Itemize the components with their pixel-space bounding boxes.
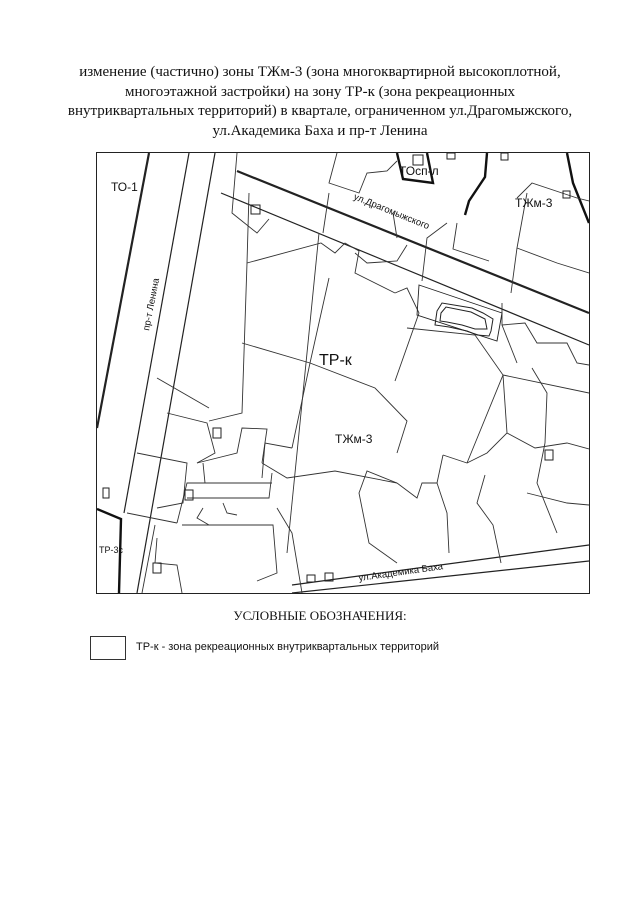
zone-label-to1: ТО-1: [111, 180, 138, 194]
zone-label-tzhm3-top: ТЖм-3: [515, 196, 553, 210]
map-canvas: [97, 153, 589, 593]
street-label-lenina: пр-т Ленина: [141, 277, 163, 332]
zone-label-tr3s: ТР-3с: [99, 545, 124, 555]
legend-item-trk: ТР-к - зона рекреационных внутриквартальных территорий: [136, 641, 439, 653]
zone-label-tosp: ТОсп-л: [399, 164, 439, 178]
street-label-akademika-bakha: ул.Академика Баха: [357, 561, 444, 584]
title-line-2: многоэтажной застройки) на зону ТР-к (зона рекреационных: [124, 83, 516, 100]
zone-boundaries: [97, 153, 589, 593]
title-line-4: ул.Академика Баха и пр-т Ленина: [212, 122, 428, 139]
title-line-1: изменение (частично) зоны ТЖм-3 (зона многоквартирной высокоплотной,: [79, 64, 561, 80]
street-label-dragomyzhskogo: ул.Драгомыжского: [351, 191, 431, 233]
title-line-3: внутриквартальных территорий) в квартале, ограниченном ул.Драгомыжского,: [67, 103, 573, 119]
zone-label-trk: ТР-к: [319, 352, 352, 369]
zone-label-tzhm3-center: ТЖм-3: [335, 432, 373, 446]
legend-swatch-trk: [90, 636, 126, 660]
map-title: [60, 63, 580, 141]
zoning-map[interactable]: [96, 152, 590, 594]
street-lenina: [97, 153, 215, 593]
legend-heading: УСЛОВНЫЕ ОБОЗНАЧЕНИЯ:: [233, 608, 407, 623]
